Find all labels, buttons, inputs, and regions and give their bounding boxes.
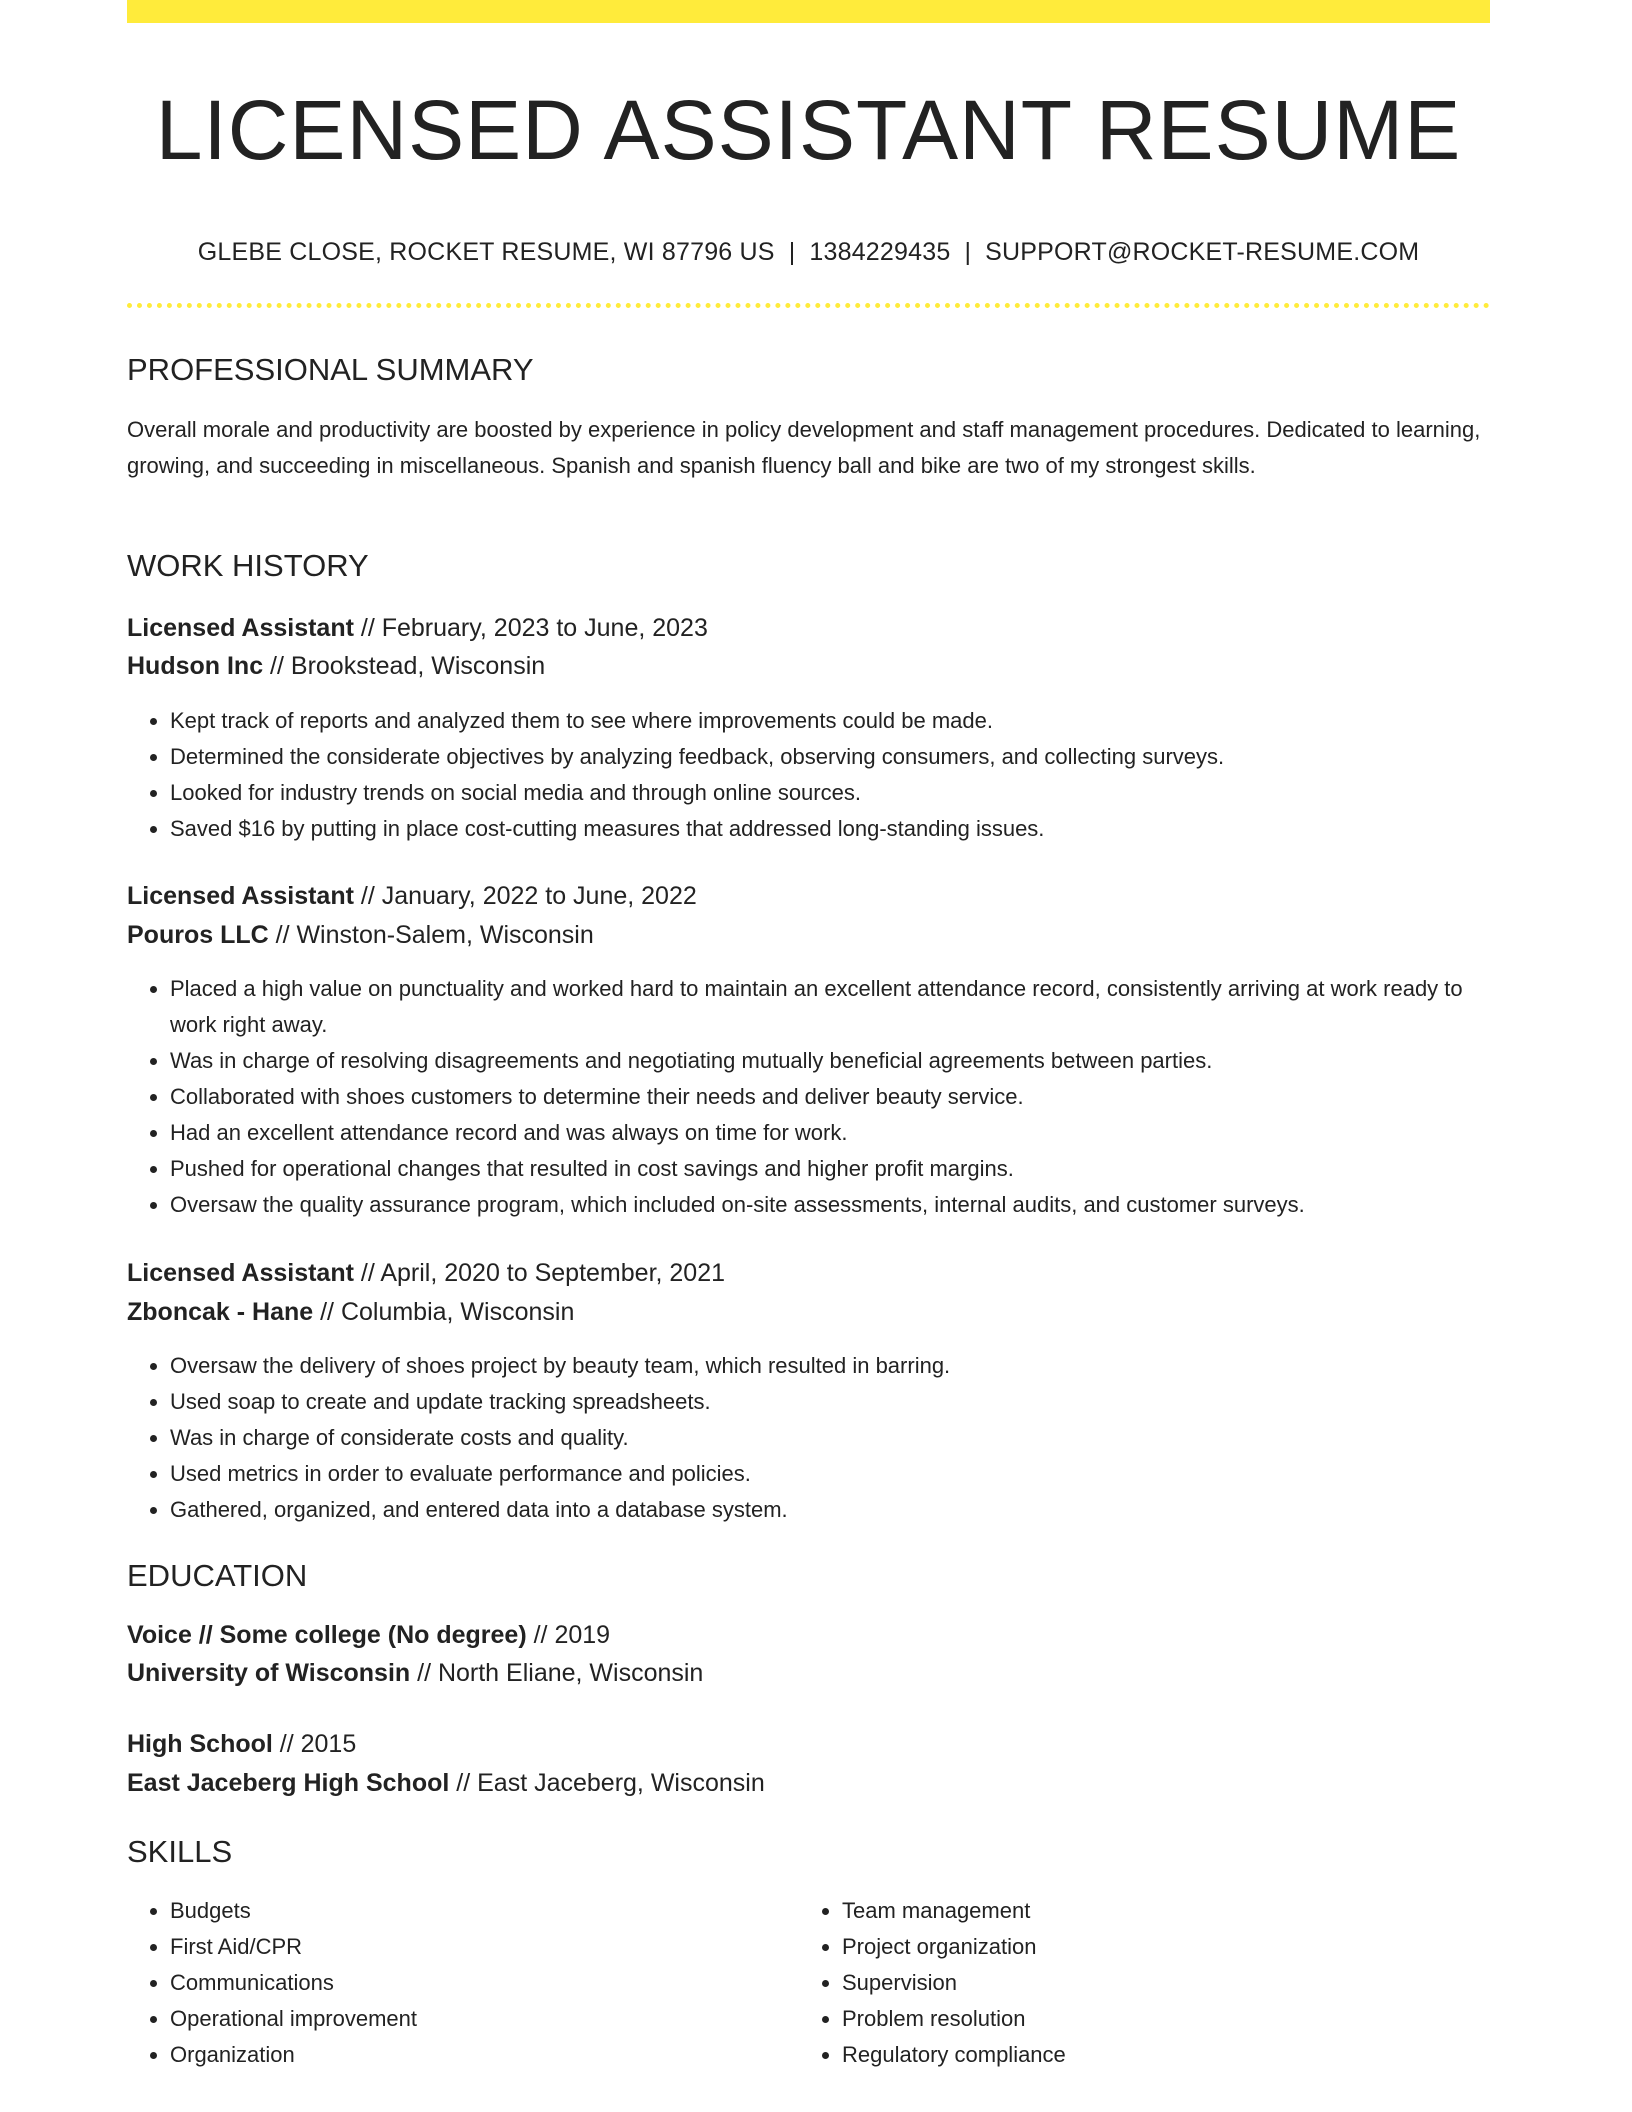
job-bullets [127,971,1490,1223]
skill-item: • Project organization [842,1929,1439,1965]
education-school: East Jaceberg High School [127,1769,450,1797]
education-degree-line [127,1725,356,1763]
header-divider [127,303,1490,308]
education-degree-line [127,1616,610,1654]
job-title: Licensed Assistant [127,1259,354,1287]
contact-phone: 1384229435 [809,238,951,266]
list-item: • Looked for industry trends on social media and through online sources. [170,775,1490,811]
education-heading: EDUCATION [127,1558,308,1593]
job-title-line [127,609,708,647]
education-degree: High School [127,1730,273,1758]
education-year: // 2019 [526,1621,611,1649]
job-company: Hudson Inc [127,652,264,680]
job-bullets [127,703,1490,847]
list-item: • Used soap to create and update tracking spreadsheets. [170,1384,1490,1420]
list-item: • Was in charge of resolving disagreements and negotiating mutually beneficial agreements between parties. [170,1043,1490,1079]
job-company-line [127,1293,574,1331]
list-item: • Collaborated with shoes customers to determine their needs and deliver beauty service. [170,1079,1490,1115]
job-dates: // January, 2022 to June, 2022 [353,882,697,910]
job-company-line [127,916,594,954]
education-degree: Voice // Some college (No degree) [127,1621,527,1649]
job-title-line [127,877,697,915]
list-item: • Placed a high value on punctuality and worked hard to maintain an excellent attendance record, consistently arriving at work ready to work right away. [170,971,1490,1043]
skill-item: • Budgets [170,1893,767,1929]
list-item: • Saved $16 by putting in place cost-cutting measures that addressed long-standing issues. [170,811,1490,847]
list-item: • Determined the considerate objectives by analyzing feedback, observing consumers, and collecting surveys. [170,739,1490,775]
contact-separator: | [788,238,796,266]
skills-heading: SKILLS [127,1834,233,1869]
education-school-line [127,1764,765,1802]
education-school: University of Wisconsin [127,1659,411,1687]
top-accent-bar [127,0,1490,23]
list-item: • Kept track of reports and analyzed them to see where improvements could be made. [170,703,1490,739]
list-item: • Pushed for operational changes that resulted in cost savings and higher profit margins. [170,1151,1490,1187]
contact-separator: | [964,238,972,266]
work-history-heading: WORK HISTORY [127,548,369,583]
skill-item: • Organization [170,2037,767,2073]
resume-title: LICENSED ASSISTANT RESUME [155,83,1462,177]
job-location: // Winston-Salem, Wisconsin [268,921,594,949]
education-location: // North Eliane, Wisconsin [410,1659,704,1687]
skills-list-left [127,1893,767,2073]
job-dates: // February, 2023 to June, 2023 [353,614,708,642]
education-location: // East Jaceberg, Wisconsin [449,1769,765,1797]
skill-item: • Regulatory compliance [842,2037,1439,2073]
list-item: • Oversaw the quality assurance program, which included on-site assessments, internal audits, and customer surveys. [170,1187,1490,1223]
job-bullets [127,1348,1490,1528]
list-item: • Used metrics in order to evaluate performance and policies. [170,1456,1490,1492]
skill-item: • Operational improvement [170,2001,767,2037]
job-dates: // April, 2020 to September, 2021 [353,1259,726,1287]
list-item: • Had an excellent attendance record and was always on time for work. [170,1115,1490,1151]
job-location: // Columbia, Wisconsin [313,1298,575,1326]
job-title: Licensed Assistant [127,882,354,910]
job-company: Pouros LLC [127,921,269,949]
skill-item: • Problem resolution [842,2001,1439,2037]
summary-text: Overall morale and productivity are boosted by experience in policy development and staff management procedures. Dedicated to learning, growing, and succeeding in miscellaneous. Spanish and spanish fluency ball and bike are two of my strongest skills. [127,417,1481,478]
skill-item: • Communications [170,1965,767,2001]
contact-email: SUPPORT@ROCKET-RESUME.COM [985,238,1420,266]
skills-list-right [799,1893,1439,2073]
job-location: // Brookstead, Wisconsin [263,652,546,680]
contact-line [127,236,1490,268]
skill-item: • First Aid/CPR [170,1929,767,1965]
job-company: Zboncak - Hane [127,1298,314,1326]
education-school-line [127,1654,703,1692]
contact-address: GLEBE CLOSE, ROCKET RESUME, WI 87796 US [197,238,775,266]
summary-heading: PROFESSIONAL SUMMARY [127,352,534,387]
job-title-line [127,1254,725,1292]
list-item: • Was in charge of considerate costs and quality. [170,1420,1490,1456]
list-item: • Oversaw the delivery of shoes project by beauty team, which resulted in barring. [170,1348,1490,1384]
job-title: Licensed Assistant [127,614,354,642]
skill-item: • Supervision [842,1965,1439,2001]
education-year: // 2015 [272,1730,357,1758]
job-company-line [127,647,545,685]
skill-item: • Team management [842,1893,1439,1929]
list-item: • Gathered, organized, and entered data into a database system. [170,1492,1490,1528]
